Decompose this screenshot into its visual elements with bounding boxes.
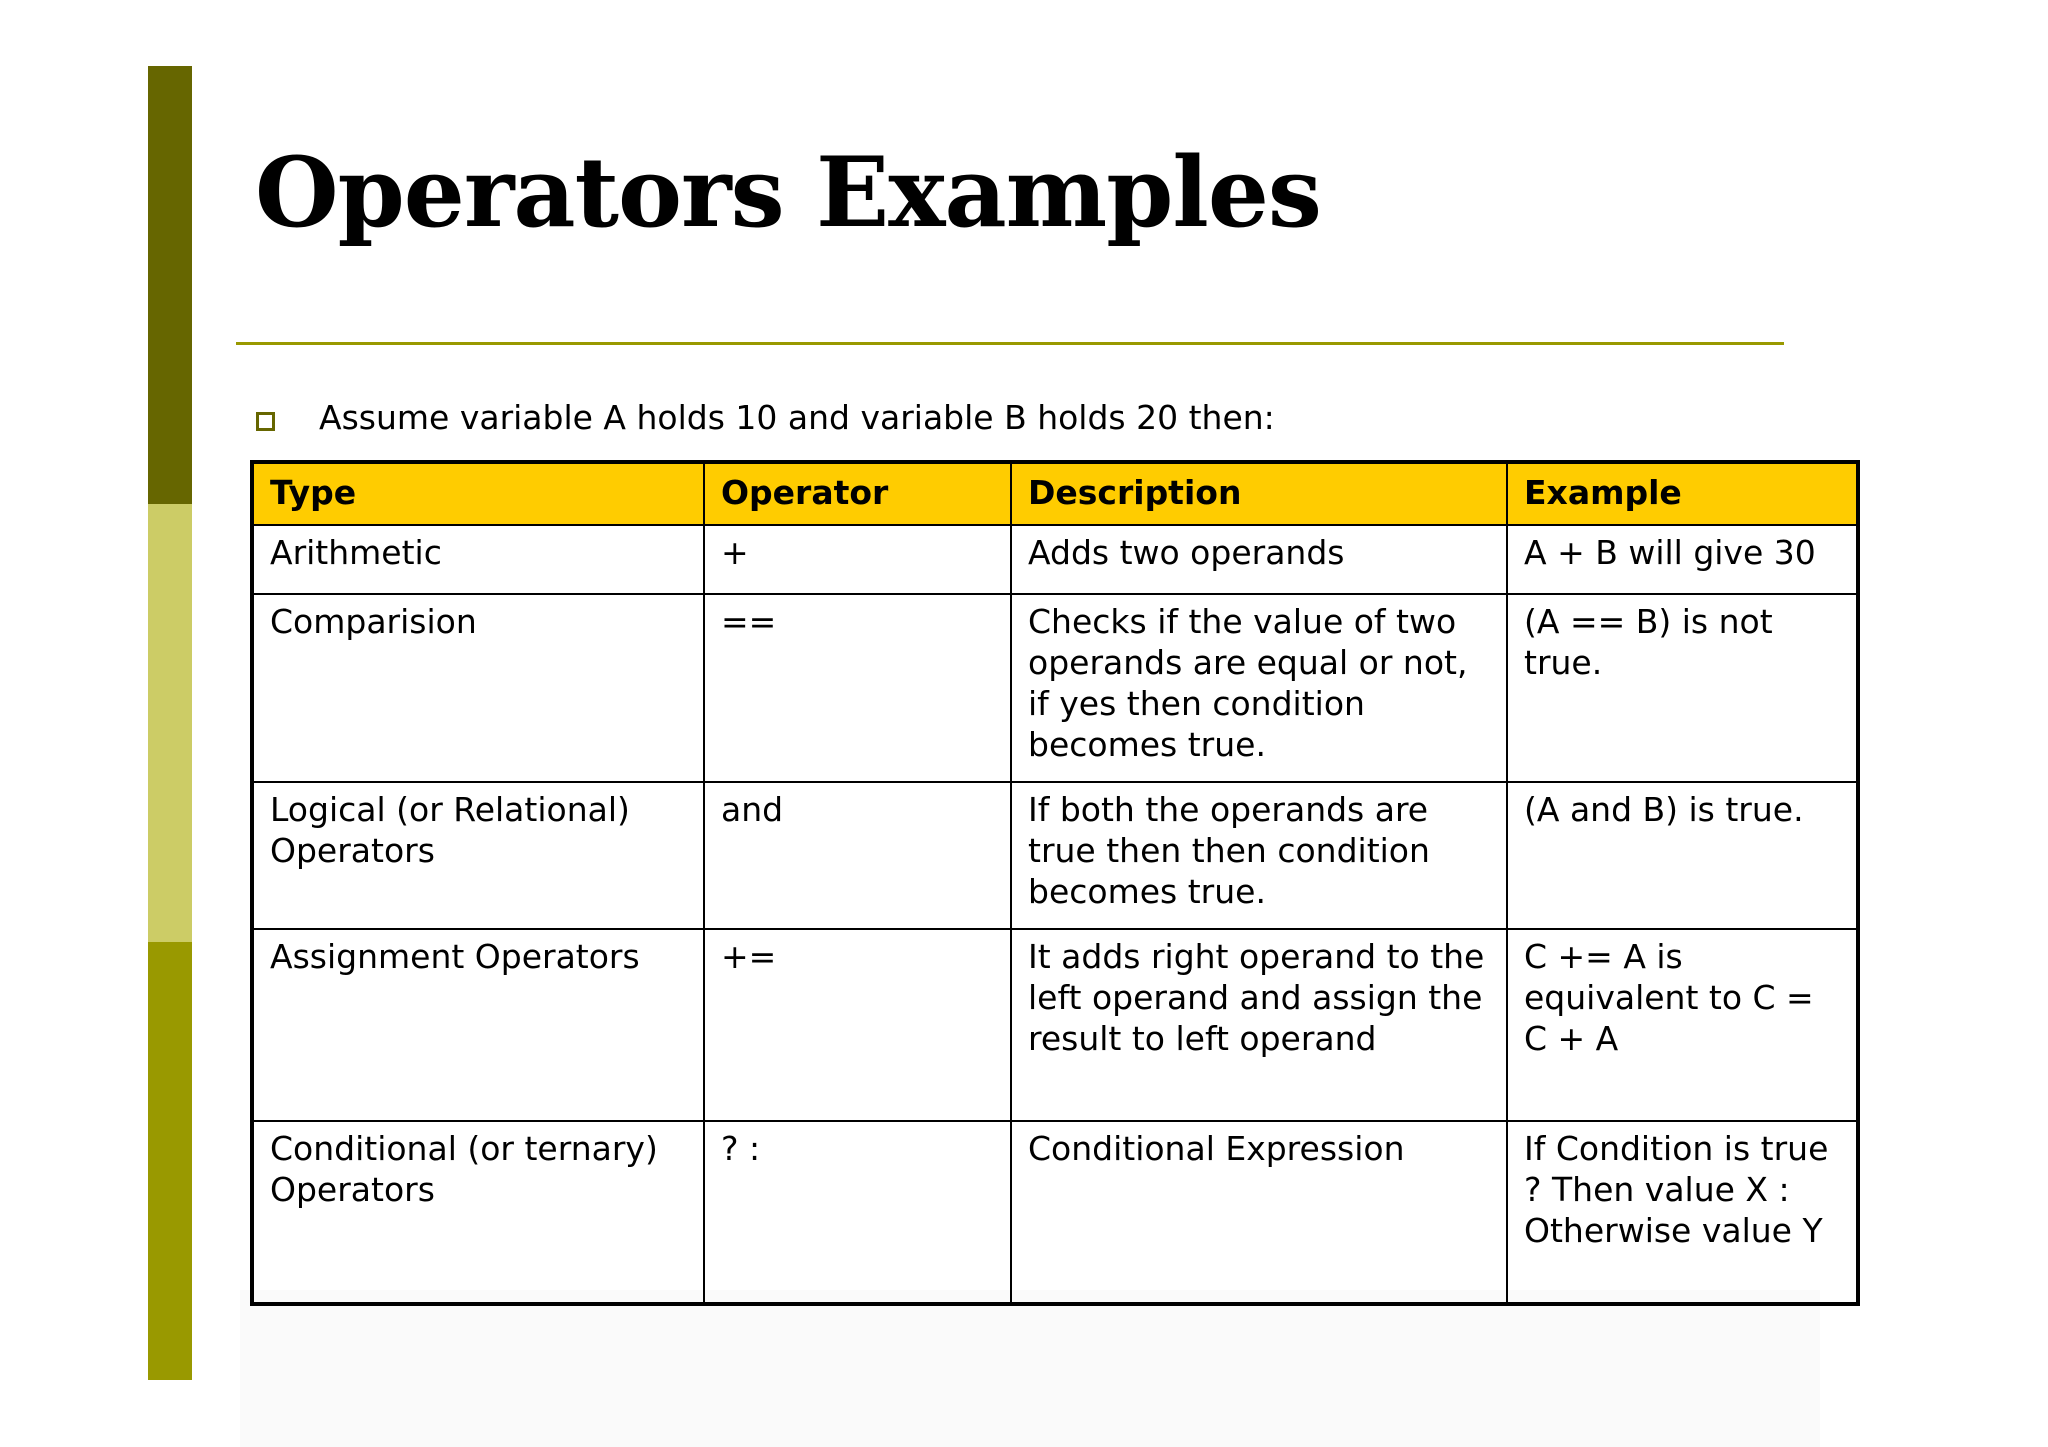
cell-operator: + — [704, 525, 1011, 594]
table-row — [252, 929, 1858, 1121]
accent-bar-dark — [148, 66, 192, 504]
content-panel-shade — [240, 1290, 1820, 1447]
table-row — [252, 1121, 1858, 1304]
header-description: Description — [1011, 462, 1507, 525]
cell-description: It adds right operand to the left operand and assign the result to left operand — [1011, 929, 1507, 1121]
square-bullet-icon — [256, 412, 275, 431]
operators-table — [250, 460, 1860, 1306]
header-example: Example — [1507, 462, 1858, 525]
cell-type: Assignment Operators — [252, 929, 704, 1121]
table-header-row — [252, 462, 1858, 525]
bullet-text: Assume variable A holds 10 and variable B holds 20 then: — [319, 398, 1275, 437]
cell-type: Conditional (or ternary) Operators — [252, 1121, 704, 1304]
cell-example: (A == B) is not true. — [1507, 594, 1858, 782]
cell-operator: and — [704, 782, 1011, 929]
cell-type: Logical (or Relational) Operators — [252, 782, 704, 929]
cell-description: Checks if the value of two operands are equal or not, if yes then condition becomes true. — [1011, 594, 1507, 782]
header-operator: Operator — [704, 462, 1011, 525]
cell-operator: == — [704, 594, 1011, 782]
table-row — [252, 782, 1858, 929]
cell-example: (A and B) is true. — [1507, 782, 1858, 929]
cell-operator: += — [704, 929, 1011, 1121]
cell-example: C += A is equivalent to C = C + A — [1507, 929, 1858, 1121]
accent-bar-light — [148, 504, 192, 942]
cell-type: Arithmetic — [252, 525, 704, 594]
cell-example: A + B will give 30 — [1507, 525, 1858, 594]
title-underline — [236, 342, 1784, 345]
table-row — [252, 525, 1858, 594]
header-type: Type — [252, 462, 704, 525]
cell-description: Adds two operands — [1011, 525, 1507, 594]
cell-operator: ? : — [704, 1121, 1011, 1304]
slide-title: Operators Examples — [255, 136, 1321, 249]
cell-type: Comparision — [252, 594, 704, 782]
cell-description: Conditional Expression — [1011, 1121, 1507, 1304]
cell-description: If both the operands are true then then condition becomes true. — [1011, 782, 1507, 929]
accent-bar-olive — [148, 942, 192, 1380]
table-row — [252, 594, 1858, 782]
cell-example: If Condition is true ? Then value X : Otherwise value Y — [1507, 1121, 1858, 1304]
